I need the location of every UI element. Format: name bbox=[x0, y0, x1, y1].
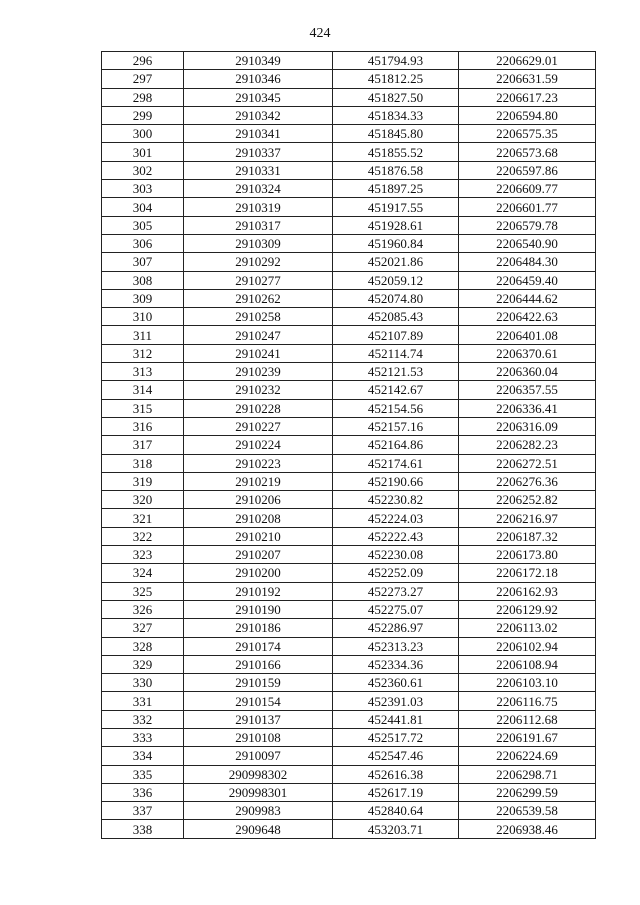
x-coordinate-cell: 452107.89 bbox=[333, 326, 459, 344]
y-coordinate-cell: 2206540.90 bbox=[459, 234, 596, 252]
row-index-cell: 299 bbox=[102, 106, 184, 124]
row-index-cell: 296 bbox=[102, 52, 184, 70]
row-index-cell: 301 bbox=[102, 143, 184, 161]
point-id-cell: 2910208 bbox=[184, 509, 333, 527]
y-coordinate-cell: 2206336.41 bbox=[459, 399, 596, 417]
x-coordinate-cell: 452230.08 bbox=[333, 546, 459, 564]
y-coordinate-cell: 2206594.80 bbox=[459, 106, 596, 124]
table-row bbox=[102, 70, 596, 88]
x-coordinate-cell: 452616.38 bbox=[333, 765, 459, 783]
row-index-cell: 335 bbox=[102, 765, 184, 783]
y-coordinate-cell: 2206631.59 bbox=[459, 70, 596, 88]
table-row bbox=[102, 289, 596, 307]
x-coordinate-cell: 451855.52 bbox=[333, 143, 459, 161]
point-id-cell: 2910239 bbox=[184, 363, 333, 381]
row-index-cell: 333 bbox=[102, 728, 184, 746]
table-row bbox=[102, 180, 596, 198]
x-coordinate-cell: 452157.16 bbox=[333, 417, 459, 435]
table-row bbox=[102, 619, 596, 637]
x-coordinate-cell: 452273.27 bbox=[333, 582, 459, 600]
point-id-cell: 2910137 bbox=[184, 710, 333, 728]
table-row bbox=[102, 802, 596, 820]
y-coordinate-cell: 2206102.94 bbox=[459, 637, 596, 655]
point-id-cell: 2910337 bbox=[184, 143, 333, 161]
x-coordinate-cell: 452224.03 bbox=[333, 509, 459, 527]
row-index-cell: 316 bbox=[102, 417, 184, 435]
row-index-cell: 311 bbox=[102, 326, 184, 344]
x-coordinate-cell: 451917.55 bbox=[333, 198, 459, 216]
table-row bbox=[102, 674, 596, 692]
row-index-cell: 323 bbox=[102, 546, 184, 564]
table-row bbox=[102, 747, 596, 765]
y-coordinate-cell: 2206299.59 bbox=[459, 783, 596, 801]
point-id-cell: 2910346 bbox=[184, 70, 333, 88]
table-row bbox=[102, 509, 596, 527]
table-row bbox=[102, 198, 596, 216]
table-row bbox=[102, 436, 596, 454]
x-coordinate-cell: 452286.97 bbox=[333, 619, 459, 637]
point-id-cell: 2910241 bbox=[184, 344, 333, 362]
point-id-cell: 2910309 bbox=[184, 234, 333, 252]
row-index-cell: 330 bbox=[102, 674, 184, 692]
point-id-cell: 2910097 bbox=[184, 747, 333, 765]
y-coordinate-cell: 2206938.46 bbox=[459, 820, 596, 838]
point-id-cell: 2910292 bbox=[184, 253, 333, 271]
x-coordinate-cell: 452174.61 bbox=[333, 454, 459, 472]
row-index-cell: 332 bbox=[102, 710, 184, 728]
point-id-cell: 2910159 bbox=[184, 674, 333, 692]
table-row bbox=[102, 399, 596, 417]
y-coordinate-cell: 2206173.80 bbox=[459, 546, 596, 564]
y-coordinate-cell: 2206401.08 bbox=[459, 326, 596, 344]
y-coordinate-cell: 2206224.69 bbox=[459, 747, 596, 765]
table-row bbox=[102, 88, 596, 106]
table-row bbox=[102, 637, 596, 655]
point-id-cell: 2910277 bbox=[184, 271, 333, 289]
table-row bbox=[102, 527, 596, 545]
row-index-cell: 320 bbox=[102, 491, 184, 509]
y-coordinate-cell: 2206422.63 bbox=[459, 308, 596, 326]
point-id-cell: 2910186 bbox=[184, 619, 333, 637]
point-id-cell: 2910108 bbox=[184, 728, 333, 746]
y-coordinate-cell: 2206539.58 bbox=[459, 802, 596, 820]
row-index-cell: 305 bbox=[102, 216, 184, 234]
y-coordinate-cell: 2206191.67 bbox=[459, 728, 596, 746]
y-coordinate-cell: 2206459.40 bbox=[459, 271, 596, 289]
point-id-cell: 290998302 bbox=[184, 765, 333, 783]
table-row bbox=[102, 546, 596, 564]
point-id-cell: 2910232 bbox=[184, 381, 333, 399]
row-index-cell: 331 bbox=[102, 692, 184, 710]
y-coordinate-cell: 2206172.18 bbox=[459, 564, 596, 582]
table-row bbox=[102, 52, 596, 70]
y-coordinate-cell: 2206484.30 bbox=[459, 253, 596, 271]
row-index-cell: 300 bbox=[102, 125, 184, 143]
point-id-cell: 2910319 bbox=[184, 198, 333, 216]
table-row bbox=[102, 600, 596, 618]
table-row bbox=[102, 363, 596, 381]
point-id-cell: 2910174 bbox=[184, 637, 333, 655]
y-coordinate-cell: 2206360.04 bbox=[459, 363, 596, 381]
row-index-cell: 315 bbox=[102, 399, 184, 417]
x-coordinate-cell: 452142.67 bbox=[333, 381, 459, 399]
row-index-cell: 338 bbox=[102, 820, 184, 838]
point-id-cell: 2910324 bbox=[184, 180, 333, 198]
row-index-cell: 324 bbox=[102, 564, 184, 582]
point-id-cell: 2910210 bbox=[184, 527, 333, 545]
table-row bbox=[102, 143, 596, 161]
x-coordinate-cell: 451928.61 bbox=[333, 216, 459, 234]
x-coordinate-cell: 452059.12 bbox=[333, 271, 459, 289]
y-coordinate-cell: 2206282.23 bbox=[459, 436, 596, 454]
point-id-cell: 2910258 bbox=[184, 308, 333, 326]
x-coordinate-cell: 452334.36 bbox=[333, 655, 459, 673]
table-row bbox=[102, 728, 596, 746]
coordinates-table bbox=[101, 51, 596, 839]
row-index-cell: 328 bbox=[102, 637, 184, 655]
row-index-cell: 313 bbox=[102, 363, 184, 381]
x-coordinate-cell: 452391.03 bbox=[333, 692, 459, 710]
y-coordinate-cell: 2206216.97 bbox=[459, 509, 596, 527]
y-coordinate-cell: 2206112.68 bbox=[459, 710, 596, 728]
table-row bbox=[102, 125, 596, 143]
point-id-cell: 2910331 bbox=[184, 161, 333, 179]
point-id-cell: 2910262 bbox=[184, 289, 333, 307]
point-id-cell: 2910247 bbox=[184, 326, 333, 344]
table-row bbox=[102, 253, 596, 271]
row-index-cell: 325 bbox=[102, 582, 184, 600]
row-index-cell: 318 bbox=[102, 454, 184, 472]
row-index-cell: 314 bbox=[102, 381, 184, 399]
row-index-cell: 337 bbox=[102, 802, 184, 820]
point-id-cell: 2909983 bbox=[184, 802, 333, 820]
row-index-cell: 319 bbox=[102, 472, 184, 490]
point-id-cell: 2910317 bbox=[184, 216, 333, 234]
row-index-cell: 310 bbox=[102, 308, 184, 326]
y-coordinate-cell: 2206597.86 bbox=[459, 161, 596, 179]
row-index-cell: 326 bbox=[102, 600, 184, 618]
point-id-cell: 2910219 bbox=[184, 472, 333, 490]
row-index-cell: 308 bbox=[102, 271, 184, 289]
x-coordinate-cell: 452313.23 bbox=[333, 637, 459, 655]
y-coordinate-cell: 2206316.09 bbox=[459, 417, 596, 435]
y-coordinate-cell: 2206113.02 bbox=[459, 619, 596, 637]
y-coordinate-cell: 2206629.01 bbox=[459, 52, 596, 70]
row-index-cell: 303 bbox=[102, 180, 184, 198]
y-coordinate-cell: 2206370.61 bbox=[459, 344, 596, 362]
point-id-cell: 2910207 bbox=[184, 546, 333, 564]
y-coordinate-cell: 2206573.68 bbox=[459, 143, 596, 161]
x-coordinate-cell: 452441.81 bbox=[333, 710, 459, 728]
row-index-cell: 327 bbox=[102, 619, 184, 637]
y-coordinate-cell: 2206575.35 bbox=[459, 125, 596, 143]
y-coordinate-cell: 2206187.32 bbox=[459, 527, 596, 545]
x-coordinate-cell: 452252.09 bbox=[333, 564, 459, 582]
x-coordinate-cell: 452275.07 bbox=[333, 600, 459, 618]
y-coordinate-cell: 2206444.62 bbox=[459, 289, 596, 307]
table-row bbox=[102, 820, 596, 838]
row-index-cell: 321 bbox=[102, 509, 184, 527]
point-id-cell: 2910228 bbox=[184, 399, 333, 417]
y-coordinate-cell: 2206276.36 bbox=[459, 472, 596, 490]
table-row bbox=[102, 783, 596, 801]
y-coordinate-cell: 2206129.92 bbox=[459, 600, 596, 618]
x-coordinate-cell: 452190.66 bbox=[333, 472, 459, 490]
y-coordinate-cell: 2206601.77 bbox=[459, 198, 596, 216]
point-id-cell: 2910190 bbox=[184, 600, 333, 618]
row-index-cell: 298 bbox=[102, 88, 184, 106]
row-index-cell: 317 bbox=[102, 436, 184, 454]
table-row bbox=[102, 582, 596, 600]
x-coordinate-cell: 451876.58 bbox=[333, 161, 459, 179]
point-id-cell: 2910154 bbox=[184, 692, 333, 710]
x-coordinate-cell: 451794.93 bbox=[333, 52, 459, 70]
table-row bbox=[102, 472, 596, 490]
y-coordinate-cell: 2206609.77 bbox=[459, 180, 596, 198]
point-id-cell: 2910227 bbox=[184, 417, 333, 435]
table-row bbox=[102, 765, 596, 783]
point-id-cell: 2910166 bbox=[184, 655, 333, 673]
x-coordinate-cell: 452164.86 bbox=[333, 436, 459, 454]
x-coordinate-cell: 451960.84 bbox=[333, 234, 459, 252]
table-row bbox=[102, 655, 596, 673]
table-row bbox=[102, 161, 596, 179]
y-coordinate-cell: 2206103.10 bbox=[459, 674, 596, 692]
row-index-cell: 307 bbox=[102, 253, 184, 271]
table-body bbox=[102, 52, 596, 839]
y-coordinate-cell: 2206162.93 bbox=[459, 582, 596, 600]
x-coordinate-cell: 453203.71 bbox=[333, 820, 459, 838]
point-id-cell: 2910223 bbox=[184, 454, 333, 472]
x-coordinate-cell: 452114.74 bbox=[333, 344, 459, 362]
y-coordinate-cell: 2206272.51 bbox=[459, 454, 596, 472]
table-row bbox=[102, 344, 596, 362]
x-coordinate-cell: 452074.80 bbox=[333, 289, 459, 307]
x-coordinate-cell: 452230.82 bbox=[333, 491, 459, 509]
point-id-cell: 2910192 bbox=[184, 582, 333, 600]
row-index-cell: 297 bbox=[102, 70, 184, 88]
row-index-cell: 304 bbox=[102, 198, 184, 216]
point-id-cell: 2910345 bbox=[184, 88, 333, 106]
table-row bbox=[102, 271, 596, 289]
row-index-cell: 306 bbox=[102, 234, 184, 252]
row-index-cell: 309 bbox=[102, 289, 184, 307]
row-index-cell: 312 bbox=[102, 344, 184, 362]
x-coordinate-cell: 452021.86 bbox=[333, 253, 459, 271]
page-number: 424 bbox=[309, 26, 331, 41]
x-coordinate-cell: 452547.46 bbox=[333, 747, 459, 765]
y-coordinate-cell: 2206357.55 bbox=[459, 381, 596, 399]
x-coordinate-cell: 452222.43 bbox=[333, 527, 459, 545]
x-coordinate-cell: 452121.53 bbox=[333, 363, 459, 381]
y-coordinate-cell: 2206579.78 bbox=[459, 216, 596, 234]
table-row bbox=[102, 417, 596, 435]
point-id-cell: 2910349 bbox=[184, 52, 333, 70]
point-id-cell: 2910224 bbox=[184, 436, 333, 454]
point-id-cell: 2910206 bbox=[184, 491, 333, 509]
x-coordinate-cell: 451834.33 bbox=[333, 106, 459, 124]
x-coordinate-cell: 452840.64 bbox=[333, 802, 459, 820]
x-coordinate-cell: 451845.80 bbox=[333, 125, 459, 143]
table-row bbox=[102, 216, 596, 234]
x-coordinate-cell: 451812.25 bbox=[333, 70, 459, 88]
x-coordinate-cell: 452517.72 bbox=[333, 728, 459, 746]
table-row bbox=[102, 381, 596, 399]
point-id-cell: 2909648 bbox=[184, 820, 333, 838]
row-index-cell: 329 bbox=[102, 655, 184, 673]
row-index-cell: 334 bbox=[102, 747, 184, 765]
point-id-cell: 290998301 bbox=[184, 783, 333, 801]
point-id-cell: 2910342 bbox=[184, 106, 333, 124]
row-index-cell: 322 bbox=[102, 527, 184, 545]
point-id-cell: 2910341 bbox=[184, 125, 333, 143]
table-row bbox=[102, 234, 596, 252]
x-coordinate-cell: 452154.56 bbox=[333, 399, 459, 417]
y-coordinate-cell: 2206617.23 bbox=[459, 88, 596, 106]
point-id-cell: 2910200 bbox=[184, 564, 333, 582]
table-row bbox=[102, 692, 596, 710]
table-row bbox=[102, 308, 596, 326]
table-row bbox=[102, 491, 596, 509]
table-row bbox=[102, 106, 596, 124]
x-coordinate-cell: 452617.19 bbox=[333, 783, 459, 801]
row-index-cell: 336 bbox=[102, 783, 184, 801]
x-coordinate-cell: 452360.61 bbox=[333, 674, 459, 692]
y-coordinate-cell: 2206116.75 bbox=[459, 692, 596, 710]
table-row bbox=[102, 326, 596, 344]
x-coordinate-cell: 451827.50 bbox=[333, 88, 459, 106]
x-coordinate-cell: 451897.25 bbox=[333, 180, 459, 198]
x-coordinate-cell: 452085.43 bbox=[333, 308, 459, 326]
y-coordinate-cell: 2206298.71 bbox=[459, 765, 596, 783]
y-coordinate-cell: 2206108.94 bbox=[459, 655, 596, 673]
table-row bbox=[102, 454, 596, 472]
row-index-cell: 302 bbox=[102, 161, 184, 179]
y-coordinate-cell: 2206252.82 bbox=[459, 491, 596, 509]
table-row bbox=[102, 564, 596, 582]
table-row bbox=[102, 710, 596, 728]
